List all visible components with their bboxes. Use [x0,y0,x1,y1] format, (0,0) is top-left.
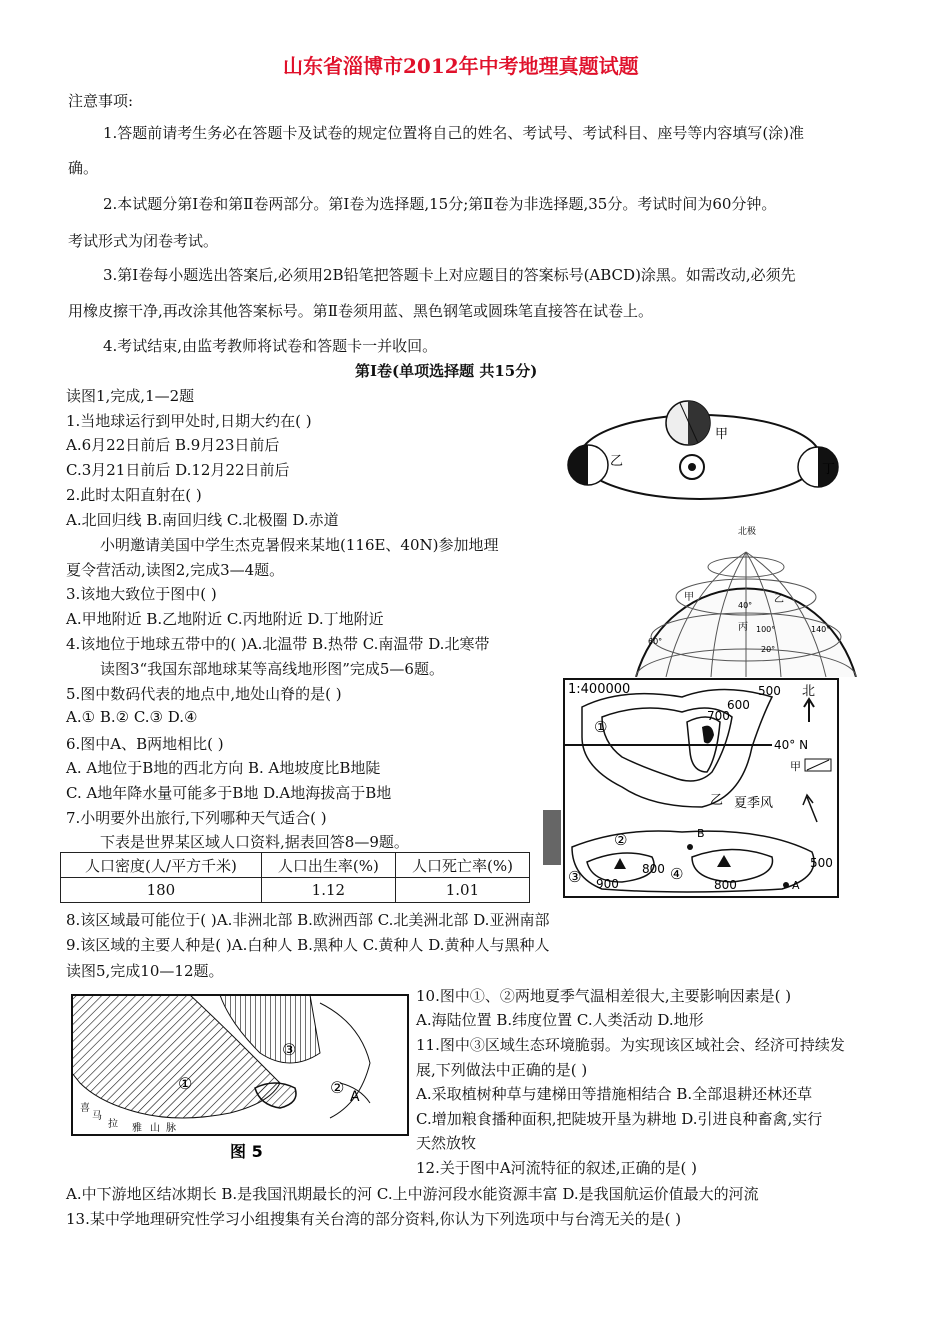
intro-3-4: 小明邀请美国中学生杰克暑假来某地(116E、40N)参加地理 [100,536,499,554]
options-3: A.甲地附近 B.乙地附近 C.丙地附近 D.丁地附近 [66,610,384,628]
question-11: 11.图中③区域生态环境脆弱。为实现该区域社会、经济可持续发 [416,1036,845,1054]
fig2-label: 北极 [738,527,757,537]
fig2-label: 100° [756,625,776,634]
section-heading: 第Ⅰ卷(单项选择题 共15分) [355,362,538,380]
fig3-point-2: ② [614,831,628,849]
fig1-label-yi: 乙 [610,454,624,469]
notice-item-2: 2.本试题分第Ⅰ卷和第Ⅱ卷两部分。第Ⅰ卷为选择题,15分;第Ⅱ卷为非选择题,35分。考试时间为60分钟。 [103,195,777,213]
question-2: 2.此时太阳直射在( ) [66,486,202,504]
figure-5-map [70,993,410,1163]
line: 读图1,完成,1—2题 [66,387,195,405]
options-6cd: C. A地年降水量可能多于B地 D.A地海拔高于B地 [66,784,392,802]
fig5-range-char: 拉 [108,1119,118,1130]
question-3: 3.该地大致位于图中( ) [66,585,217,603]
table-cell: 1.01 [395,878,529,903]
intro-3-4-cont: 夏令营活动,读图2,完成3—4题。 [66,561,285,579]
fig3-contour: 800 [714,878,737,892]
table-cell: 180 [61,878,262,903]
notice-item-4: 4.考试结束,由监考教师将试卷和答题卡一并收回。 [103,337,438,355]
fig3-label-b: B [697,827,705,840]
fig2-label: 甲 [684,592,694,603]
question-8: 8.该区域最可能位于( )A.非洲北部 B.欧洲西部 C.北美洲北部 D.亚洲南部 [66,911,550,929]
options-12: A.中下游地区结冰期长 B.是我国汛期最长的河 C.上中游河段水能资源丰富 D.是我国航运价值最大的河流 [66,1185,759,1203]
question-9: 9.该区域的主要人种是( )A.白种人 B.黑种人 C.黄种人 D.黄种人与黑种人 [66,936,550,954]
scan-tab [543,810,561,865]
notice-item-1-cont: 确。 [68,159,99,177]
notice-item-3: 3.第Ⅰ卷每小题选出答案后,必须用2B铅笔把答题卡上对应题目的答案标号(ABCD)涂黑。如需改动,必须先 [103,266,796,284]
intro-5-6: 读图3“我国东部地球某等高线地形图”完成5—6题。 [100,660,444,678]
fig1-label-ding: 丁 [822,462,836,477]
notice-item-3-cont: 用橡皮擦干净,再改涂其他答案标号。第Ⅱ卷须用蓝、黑色钢笔或圆珠笔直接答在试卷上。 [68,302,653,320]
fig2-label: 140° [811,625,831,634]
question-10: 10.图中①、②两地夏季气温相差很大,主要影响因素是( ) [416,987,792,1005]
fig3-point-4: ④ [670,865,684,883]
figure-3-contour-map [562,677,842,899]
fig3-latitude: 40° N [774,738,809,752]
options-11ab: A.采取植树种草与建梯田等措施相结合 B.全部退耕还林还草 [416,1085,813,1103]
notice-item-1: 1.答题前请考生务必在答题卡及试卷的规定位置将自己的姓名、考试号、考试科目、座号等内容填写(涂)准 [103,124,805,142]
options-1ab: A.6月22日前后 B.9月23日前后 [66,436,280,454]
fig3-point-1: ① [594,718,608,736]
question-13: 13.某中学地理研究性学习小组搜集有关台湾的部分资料,你认为下列选项中与台湾无关的是( ) [66,1210,682,1228]
question-11-cont: 展,下列做法中正确的是( ) [416,1061,588,1079]
question-7: 7.小明要外出旅行,下列哪种天气适合( ) [66,809,327,827]
fig5-range-char: 脉 [166,1123,176,1134]
fig3-north: 北 [802,684,816,699]
fig5-range-char: 山 [150,1123,160,1134]
fig5-range-char: 雅 [132,1123,142,1134]
fig3-label-yi: 乙 [710,793,724,808]
options-11d-cont: 天然放牧 [416,1134,477,1152]
options-1cd: C.3月21日前后 D.12月22日前后 [66,461,290,479]
fig5-river-a: A [350,1089,360,1105]
figure-2-globe [626,522,866,677]
fig5-range-char: 马 [92,1111,102,1122]
fig2-label: 40° [738,601,753,610]
fig3-label-a: A [792,879,800,892]
fig3-contour: 500 [810,856,833,870]
fig3-legend-label: 甲 [790,760,801,773]
options-10: A.海陆位置 B.纬度位置 C.人类活动 D.地形 [416,1011,704,1029]
fig2-label: 丙 [738,622,748,633]
question-4: 4.该地位于地球五带中的( )A.北温带 B.热带 C.南温带 D.北寒带 [66,635,490,653]
fig5-region-1: ① [178,1074,193,1093]
fig2-label: 20° [761,645,776,654]
figure-1-orbit [560,395,845,510]
fig2-label: 60° [648,637,663,646]
page-title: 山东省淄博市2012年中考地理真题试题 [283,54,639,78]
fig1-label-jia: 甲 [715,427,729,442]
question-1: 1.当地球运行到甲处时,日期大约在( ) [66,412,312,430]
notice-heading: 注意事项: [68,92,134,110]
fig5-range-char: 喜 [80,1103,90,1114]
population-table [60,852,530,903]
table-header: 人口出生率(%) [261,853,395,878]
fig3-contour: 700 [707,709,730,723]
fig5-region-3: ③ [282,1040,297,1059]
fig3-contour: 800 [642,862,665,876]
fig3-contour: 500 [758,684,781,698]
fig3-point-3: ③ [568,868,582,886]
question-5: 5.图中数码代表的地点中,地处山脊的是( ) [66,685,342,703]
table-cell: 1.12 [261,878,395,903]
table-header: 人口死亡率(%) [395,853,529,878]
fig3-contour: 900 [596,877,619,891]
notice-item-2-cont: 考试形式为闭卷考试。 [68,232,219,250]
table-header: 人口密度(人/平方千米) [61,853,262,878]
options-5: A.① B.② C.③ D.④ [66,708,198,726]
question-6: 6.图中A、B两地相比( ) [66,735,224,753]
question-12: 12.关于图中A河流特征的叙述,正确的是( ) [416,1159,697,1177]
fig3-wind: 夏季风 [734,796,774,811]
options-2: A.北回归线 B.南回归线 C.北极圈 D.赤道 [66,511,339,529]
fig3-contour: 600 [727,698,750,712]
fig5-region-2: ② [330,1078,345,1097]
intro-10-12: 读图5,完成10—12题。 [66,962,224,980]
intro-8-9: 下表是世界某区域人口资料,据表回答8—9题。 [100,833,409,851]
fig3-scale: 1:400000 [568,682,631,697]
options-11cd: C.增加粮食播种面积,把陡坡开垦为耕地 D.引进良种畜禽,实行 [416,1110,823,1128]
options-6ab: A. A地位于B地的西北方向 B. A地坡度比B地陡 [66,759,381,777]
fig2-label: 乙 [774,594,784,605]
fig5-caption: 图 5 [230,1142,263,1161]
